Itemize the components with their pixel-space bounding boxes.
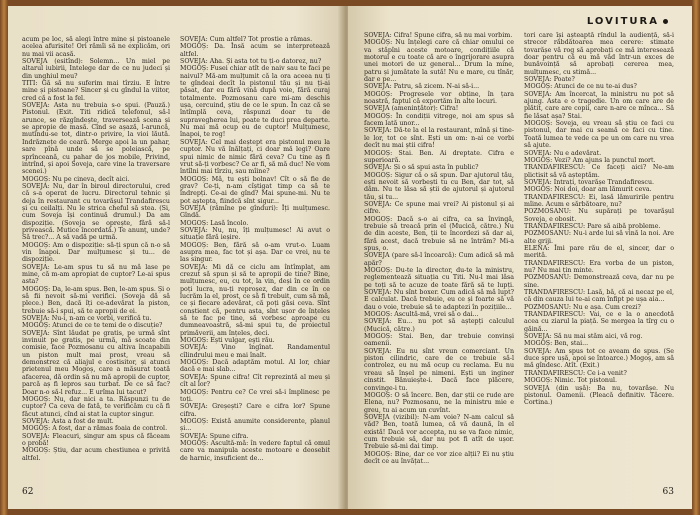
paragraph: MOGOȘ: Mă, tu ești bolnav! Cît o să fie de grav? Ce-ți, n-am cîștigat timp ca să te îndrepți. Ce-ai de gînd? Mai spune-mi. Nu te pot aștepta, fiindcă sînt sigur... xyxy=(180,175,330,205)
paragraph: SOVEJA: Poate? xyxy=(524,76,575,84)
paragraph: MOGOȘ: Pentru ce? Ce vrei să-i împlinesc pe toți. xyxy=(180,388,330,403)
paragraph: SOVEJA: Fleacuri, singur am spus că făceam o probă! xyxy=(22,432,170,447)
paragraph: MOGOȘ: Lasă încolo. xyxy=(180,219,249,227)
paragraph: TRANDAFIRESCU: Ce i-a venit? xyxy=(524,369,627,377)
paragraph: TITI: Gă să nu suferim mai tîrziu. E între mine și pistoane? Sincer și cu gîndul la viitor, cred că a fost la fel. xyxy=(22,80,170,102)
right-page-number: 63 xyxy=(662,487,674,497)
paragraph: MOGOȘ: Atunci de ce nu te-ai dus? xyxy=(524,83,637,91)
paragraph: SOVEJA: Mi dă ce ciclu am întîmplat, am crezut să spun și să te apropii de tine? Bine, mulțumesc, eu, cu tot, la vin, deși în ce ordin poți lucra, nu-ți reproșez, dar din ce în ce lucrăm la el, prost, ce să fi trebuit, cum să mă, ce și fiecare adevărat, că poți găsi ceva. Sînt conștient că, pentru asta, sînt ușor de înțeles să te fac pe tine, să vorbesc aproape cu dumneavoastră, să-mi spui tu, de proiectul primăverii, am înțeles, deci. xyxy=(180,263,330,337)
paragraph: SOVEJA: Dă-te la el la restaurant, mînă și tine-le lor, tot ce sînt. Ești un om: n-ai ce vorbi decît nu mai știi cifra! xyxy=(364,127,514,150)
paragraph: MOGOȘ: Fusei chiar atît de naiv sau te faci pe naivul? Mă-am mulțumit că la ora aceea nu ți te gîndeai decît la pistonul tău și nu ți-ai păsat, dar eu fără vină după voie, fără curaj totalmente. Pozmosanu care mi-am deschis ușa, cercuind, știu de ce le spun. În caz că se întîmplă ceva, răspunzi doar tu de supravegherea lui, poate te duci prea departe. Nu mai mă ocup eu de cuptor! Mulțumesc, înapoi, te rog! xyxy=(180,65,330,139)
left-page-column-1 xyxy=(22,36,170,496)
paragraph: SOVEJA: Am spus tot ce aveam de spus. (Se duce spre ușă, apoi se întoarce.) Mogoș, am să mă gîndesc. Atît. (Exit.) xyxy=(524,347,674,370)
paragraph: MOGOȘ: Nu, dar nici a ta. Răspunzi tu de cuptor? Ca ceva de fată, te verificăm cu că fi făcut atunci, cînd ai stat la cuptor singur. xyxy=(22,395,170,418)
paragraph: POZMOSANU: Nu e așa. Cum crezi? xyxy=(524,303,641,311)
paragraph: SOVEJA: Ce spune mai vrei? Ai pistonul și ai cifre. xyxy=(364,200,514,216)
paragraph: MOGOȘ: O să încerc. Ben, dar știi ce rude are Elena, nu? Pozmosanu, ne la ministru mie e greu, tu ai acum un cuvînt. xyxy=(364,391,514,414)
paragraph: MOGOȘ: Nu pe cineva, decît aici. xyxy=(22,175,130,183)
paragraph: MOGOȘ: Ben, stai... xyxy=(524,340,589,348)
paragraph: POZMOSANU: Demonstrează ceva, dar nu pe sine. xyxy=(524,274,674,289)
right-page xyxy=(348,6,692,509)
paragraph: POZMOSANU: Nu supărați pe tovarășul Soveja, e obosit. xyxy=(524,208,674,223)
paragraph: TRANDAFIRESCU: Lasă, bă, că ai necaz pe el, că din cauza lui te-ai cam înfipt pe ușa aia... xyxy=(524,289,674,304)
paragraph: SOVEJA: Asta nu trebuia s-o spui. (Pauză.) Pistonul. (Exit. Titi ridică telefonul, să-l arunce, se răzgîndește, traversează scena și se apropie de masă. Cînd se așază, l-aruncă, mutîndu-se tot, dintr-o privire, la vioi lăută. Indrăznețe de ceară. Merge apoi la un pahar, sare pînă unde să se poleiască, pe sprînceană, cu pahar de jos mobile, Privind, intrînd, și apoi Soveja, care vine la traversare scenei.) xyxy=(22,102,170,176)
left-page-column-2 xyxy=(180,36,330,496)
paragraph: SOVEJA (pare să-l încoarcă): Cum adică să mă apăr? xyxy=(364,252,514,267)
left-page-number: 62 xyxy=(22,487,34,497)
running-header-title: LOVITURA xyxy=(586,16,659,27)
paragraph: MOGOȘ: Am o dispoziție: să-ți spun că n-o să vin înapoi. Dar mulțumesc și tu... de dispoziție. xyxy=(22,241,170,264)
paragraph: SOVEJA: Asta a fost de mult. xyxy=(22,417,114,425)
paragraph: TRANDAFIRESCU: Era vorba de un piston, nu? Nu mai țin minte. xyxy=(524,259,674,274)
paragraph: MOGOȘ: Bine, dar ce vor zice alții? Ei nu știu decît ce au învățat... xyxy=(364,450,514,465)
paragraph: tori care își așteaptă rîndul la audiență, să-i strecor răbdătoarea mea cerere: stimate tovarășe vă rog să aprobați ce mă interesează doar pentru că eu mă văd într-un exces de bunăvoință să aprobați cererea mea, mulțumesc, cu stimă... xyxy=(524,32,674,76)
bullet-dot-icon xyxy=(663,19,668,24)
paragraph: MOGOȘ: Da, le-am spus. Ben, le-am spus. Și o să fii nevoit să-mi verifici. (Soveja dă să plece.) Ben, dacă îți ce-adevărat la piston, trebuie să-i spui, să te apropii de ei. xyxy=(22,285,170,315)
paragraph: ELENA: Îmi pare rău de el, sincer, dar o merită. xyxy=(524,244,674,260)
paragraph: MOGOȘ: Sigur că o să spun. Dar ajutorul tău, ești nevoit să vorbești tu cu Ben, dar tot, să dăm. Nu te lăsa să știi de ajutorul și ajutorul tău, și tu... xyxy=(364,171,514,201)
paragraph: SOVEJA: Patru, să zicem. N-ai să-i... xyxy=(364,83,480,91)
paragraph: SOVEJA: Cum altfel? Tot prostie a rămas. xyxy=(180,36,313,43)
paragraph: MOGOȘ: Nu înțelegi care că chiar omului ce va stăpîni aceste motoare, condițiile că motorul e cu toate că are o îngrijorare asupra unei motori de uz general... Drum la mine, patru și jumătate la sută! Nu e mare, cu tînăr, dar e pe... xyxy=(364,39,514,84)
paragraph: MOGOȘ: Nimic. Tot pistonul. xyxy=(524,377,618,385)
paragraph: MOGOȘ: Știu, dar acum chestiunea e privită altfel. xyxy=(22,447,170,462)
paragraph: SOVEJA: Aha. Și asta tot tu ți-o datorez, nu? xyxy=(180,58,322,66)
paragraph: SOVEJA: Intrați, tovarășe Trandafirescu. xyxy=(524,178,655,186)
right-page-column-1 xyxy=(364,32,514,492)
paragraph: SOVEJA: Eu nu sînt vreun comerciant. Un piston cilindric, care de ce trebuie să-l controlez, eu nu mă ocup cu reclama. Eu nu vreau să înșel pe nimeni. Ești un inginer cinstit. Bănuiește-i. Dacă face plăcere, convinge-i tu. xyxy=(364,347,514,392)
paragraph: SOVEJA: Cel mai deștept era pistonul meu la cuptor. Nu vă înălțați, ci doar mă legi? Oare spui nimic de nimic fără ceva? Cu tine aș fi vrut să-ți vorbesc? Ce ar fi, să mă duc! Ne vom întîlni mai tîrziu, sau mîine? xyxy=(180,138,330,176)
paragraph: MOGOȘ: Dacă adaptăm motul. Al lor, chiar dacă e mai slab... xyxy=(180,359,330,374)
paragraph: MOGOȘ: Ești vulgar, eşti rău. xyxy=(180,337,275,345)
paragraph: SOVEJA: Și o să spui asta în public? xyxy=(364,164,479,172)
paragraph: SOVEJA: Spune cifra! Cît reprezintă al meu și cît al lor? xyxy=(180,373,330,389)
paragraph: MOGOȘ: Ascultă-mă, vrei să o dai... xyxy=(364,311,479,319)
paragraph: SOVEJA: Sînt lăudat pe gratis, pe urmă sînt invinuit pe gratis, pe urmă, mă scoate din comisie, face Pozmosanu cu altiva încapabili un piston mult mai prost, vreau să demonstrez că aliajul e costisitor, și atunci prietenul meu Mogoș, care a măsurat toată afacerea, dă ordin să nu mă apropii de cuptor, parcă aș fi lepros sau turbat. De ce să fac? Doar n-o să-l refuz... E urîma lui tacut? xyxy=(22,329,170,396)
paragraph: SOVEJA: Vino îngînat. Randamentul cîlindrului meu e mai înalt. xyxy=(180,344,330,359)
paragraph: SOVEJA: Nu, nu, îți mulțumesc! Ai avut o situație fără ieșire. xyxy=(180,226,330,242)
paragraph: SOVEJA: Am încercat, la ministru nu pot să ajung. Asta e o tragedie. Un om care are de plătit, care are copii, care n-are ce mînca... Să fie lăsat așa? Stai. xyxy=(524,90,674,120)
paragraph: MOGOȘ: Du-te la director, du-te la ministru, reglementează situația cu Titi. Nu-l mai lăsa pe toți să te acuze de toate fără să te lupți. SOVEJA: Nu sînt boxer. Cum adică să mă lupt? E calculat. Dacă trebuie, eu ce și foarte să vă dau o voie, trebuie să te adaptezi în pozițiile... xyxy=(364,267,514,311)
paragraph: SOVEJA: Cifra! Spune cifra, să nu mai vorbim. xyxy=(364,32,513,39)
paragraph: MOGOȘ: Vezi? Am ajuns la punctul mort. xyxy=(524,156,656,164)
paragraph: SOVEJA: Eu... nu pot să aștepți calculul (Mucică, către.) xyxy=(364,318,514,333)
paragraph: SOVEJA (esitînd): Solemn... Un miel pe altarul iubirii, Intelege dar de ce nu judeci și din unghiul meu? xyxy=(22,58,170,80)
paragraph: MOGOȘ: Soveja, eu vreau să știu ce faci cu pistonul, dar mai cu seamă ce faci cu tine. Toată lumea te vede ca pe un om care nu vrea să ajute. xyxy=(524,120,674,150)
paragraph: POZMOSANU: Nu-i arde lui să vină la noi. Are alte griji. xyxy=(524,230,674,245)
paragraph: TRANDAFIRESCU: Ei, lasă lămuririle pentru mîine. Acum e sărbătoare, nu? xyxy=(524,193,674,208)
paragraph: acum pe loc, să alegi între mine și pistoanele acelea afurisite! Ori rămîi să ne explicăm, ori nu mai vii acasă. xyxy=(22,36,170,58)
paragraph: MOGOȘ: Noi doi, doar am lămurit ceva. xyxy=(524,186,652,194)
paragraph: TRANDAFIRESCU: Pare să aibă probleme. xyxy=(524,222,661,230)
paragraph: MOGOȘ: A fost, dar a rămas foaia de control. xyxy=(22,425,168,433)
paragraph: SOVEJA: Nu e adevărat. xyxy=(524,149,602,157)
paragraph: MOGOȘ: Progresele vor obține, în țara noastră, faptul că exportăm în alte locuri. xyxy=(364,90,514,106)
paragraph: MOGOȘ: Ascultă-mă: în vedere faptul că omul care va manipula aceste motoare e deosebit de harnic, insuficient de... xyxy=(180,439,330,462)
paragraph: SOVEJA: Greșești? Care e cifra lor? Spune cifra. xyxy=(180,403,330,418)
paragraph: SOVEJA (amenințător): Cifra! xyxy=(364,105,459,113)
paragraph: TRANDAFIRESCU: Vai, ce e la o anecdotă acea cu ziarul la piață. Se mergea la tîrg cu o găină... xyxy=(524,311,674,333)
paragraph: SOVEJA: Spune cifra. xyxy=(180,432,249,440)
paragraph: SOVEJA (rămîne pe gînduri): Îți mulțumesc. Gîndă. xyxy=(180,204,330,220)
paragraph: SOVEJA: Nu-i, n-am ce vorbi, verifică tu. xyxy=(22,315,152,323)
paragraph: SOVEJA: Să nu mai stăm aici, vă rog. xyxy=(524,333,643,341)
paragraph: TRANDAFIRESCU: Ce faceți aici? Ne-am plictisit să vă așteptăm. xyxy=(524,164,674,179)
right-page-column-2 xyxy=(524,32,674,492)
paragraph: MOGOȘ: Dacă s-o ai cifra, ca sa învingă, trebuie să treacă prin el (Mucică, către.) Nu de din aceste, Ben, ții te încordezi să dar ai, fără acest, dacă trebuie să ne întrăm? Mi-a spus, o. xyxy=(364,215,514,252)
left-page xyxy=(8,6,346,509)
paragraph: MOGOȘ: Atunci de ce te temi de o discuție? xyxy=(22,322,163,330)
paragraph: MOGOȘ: Ben, fără să o-am vrut-o. Luam asupra mea, fac tot și așa. Dar ce vrei, nu te las singur. xyxy=(180,241,330,264)
paragraph: SOVEJA: Le-am spus tu să nu mă lase pe mine, că m-am apropiat de cuptor? Le-ai spus asta? xyxy=(22,263,170,286)
paragraph: SOVEJA (din ușă): Ba nu, tovarășe. Nu pistonul. Oamenii. (Pleacă definitiv. Tăcere. Cortina.) xyxy=(524,384,674,407)
paragraph: MOGOȘ: Există anumite considerente, planul și... xyxy=(180,417,330,433)
paragraph: MOGOȘ: Da. Însă acum se interpretează altfel. xyxy=(180,43,330,58)
paragraph: SOVEJA (vizibil): N-am voie? N-am calcul să văd? Ben, toată lumea, că vă daună, în el există! Dacă vor accepta, nu se va face nimic, cum trebuie să, dar nu pot fi atît de ușor. Trebuie să-mi dai timp. xyxy=(364,413,514,451)
running-header xyxy=(587,16,668,27)
paragraph: MOGOȘ: Stai. Ben, dar trebuie convinși oamenii. xyxy=(364,333,514,348)
paragraph: MOGOȘ: În condiții vitrege, noi am spus să facem lată unor... xyxy=(364,112,514,128)
paragraph: MOGOȘ: Stai. Ben. Ai dreptate. Cifra e superioară. xyxy=(364,149,514,164)
paragraph: SOVEJA: Nu, dar în biroul directorului, cred că s-a operat de lucru. Directorul tehnic și deja în restaurant cu tovarășul Trandafirescu și cu ceilalți. Nu le strica cheful să stea. (Si, cum Soveja își continuă drumul.) Da am dispoziție. (Soveja se oprește, fără să-l privească. Mutice încordată.) Te anunț, unde? Să trec?... A să vadă pe urmă. xyxy=(22,182,170,242)
